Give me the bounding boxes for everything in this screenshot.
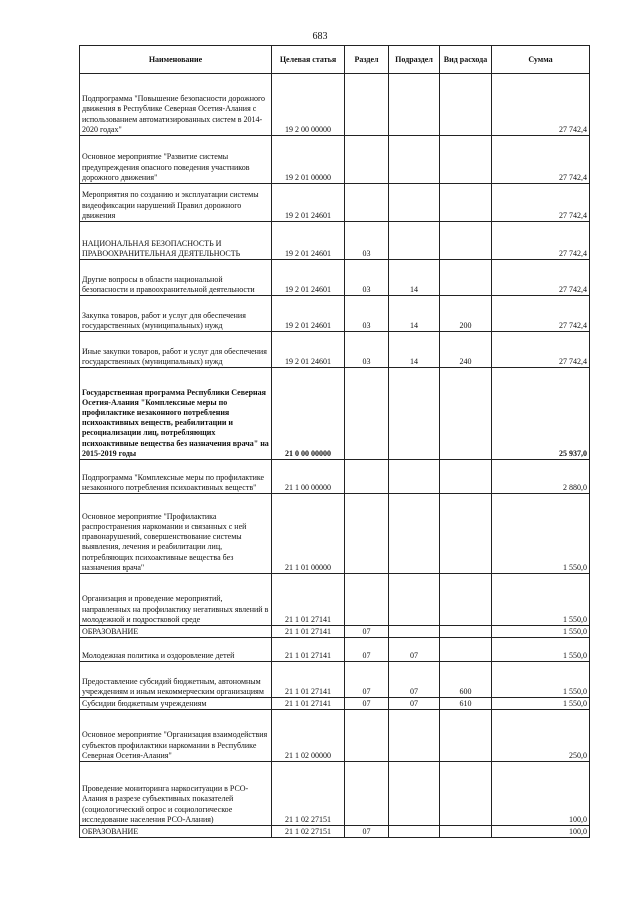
row-razdel: 07 (345, 626, 389, 638)
row-podrazdel: 07 (389, 638, 440, 662)
row-name: Организация и проведение мероприятий, направленных на профилактику негативных явлений в молодежной и подростковой среде (80, 574, 272, 626)
row-vid (440, 494, 492, 574)
table-row (80, 296, 590, 332)
row-razdel (345, 710, 389, 762)
row-name: НАЦИОНАЛЬНАЯ БЕЗОПАСНОСТЬ И ПРАВООХРАНИТЕЛЬНАЯ ДЕЯТЕЛЬНОСТЬ (80, 222, 272, 260)
row-razdel: 03 (345, 222, 389, 260)
row-code: 21 1 01 00000 (272, 494, 345, 574)
budget-table (79, 45, 590, 838)
table-row (80, 184, 590, 222)
row-vid (440, 136, 492, 184)
row-code: 19 2 00 00000 (272, 74, 345, 136)
row-name: Основное мероприятие "Профилактика распространения наркомании и связанных с ней правонарушений, совершенствование системы выявления, лечения и реабилитации лиц, потребляющих психоактивные вещества без назначения врача" (80, 494, 272, 574)
row-code: 21 1 02 00000 (272, 710, 345, 762)
table-row (80, 762, 590, 826)
header-name: Наименование (80, 46, 272, 74)
row-sum: 27 742,4 (492, 296, 590, 332)
row-vid (440, 762, 492, 826)
row-sum: 27 742,4 (492, 184, 590, 222)
row-podrazdel (389, 460, 440, 494)
row-razdel (345, 574, 389, 626)
row-sum: 1 550,0 (492, 698, 590, 710)
row-sum: 27 742,4 (492, 260, 590, 296)
row-sum: 1 550,0 (492, 626, 590, 638)
row-podrazdel: 07 (389, 662, 440, 698)
row-name: Основное мероприятие "Развитие системы предупреждения опасного поведения участников дорожного движения" (80, 136, 272, 184)
row-razdel (345, 184, 389, 222)
row-podrazdel (389, 762, 440, 826)
row-name: Подпрограмма "Комплексные меры по профилактике незаконного потребления психоактивных веществ" (80, 460, 272, 494)
row-razdel (345, 494, 389, 574)
row-podrazdel (389, 368, 440, 460)
row-vid: 240 (440, 332, 492, 368)
row-name: Предоставление субсидий бюджетным, автономным учреждениям и иным некоммерческим организациям (80, 662, 272, 698)
row-vid: 610 (440, 698, 492, 710)
row-vid (440, 74, 492, 136)
row-sum: 1 550,0 (492, 662, 590, 698)
row-razdel: 07 (345, 826, 389, 838)
row-code: 19 2 01 24601 (272, 332, 345, 368)
row-sum: 1 550,0 (492, 638, 590, 662)
row-vid (440, 222, 492, 260)
table-row (80, 638, 590, 662)
row-podrazdel: 07 (389, 698, 440, 710)
row-podrazdel (389, 184, 440, 222)
header-podrazdel: Подраздел (389, 46, 440, 74)
table-row (80, 698, 590, 710)
row-vid (440, 184, 492, 222)
row-razdel: 03 (345, 332, 389, 368)
row-sum: 27 742,4 (492, 74, 590, 136)
row-sum: 100,0 (492, 826, 590, 838)
table-row (80, 574, 590, 626)
row-podrazdel (389, 826, 440, 838)
row-razdel (345, 368, 389, 460)
row-sum: 27 742,4 (492, 136, 590, 184)
header-razdel: Раздел (345, 46, 389, 74)
row-vid (440, 574, 492, 626)
table-header-row (80, 46, 590, 74)
row-vid: 200 (440, 296, 492, 332)
row-code: 19 2 01 24601 (272, 296, 345, 332)
row-podrazdel (389, 222, 440, 260)
row-razdel: 07 (345, 698, 389, 710)
row-razdel: 07 (345, 662, 389, 698)
row-name: Закупка товаров, работ и услуг для обеспечения государственных (муниципальных) нужд (80, 296, 272, 332)
header-vid: Вид расхода (440, 46, 492, 74)
row-razdel (345, 74, 389, 136)
row-code: 19 2 01 24601 (272, 260, 345, 296)
row-sum: 27 742,4 (492, 222, 590, 260)
row-razdel: 03 (345, 260, 389, 296)
row-code: 21 1 01 27141 (272, 574, 345, 626)
row-code: 21 1 01 27141 (272, 662, 345, 698)
row-code: 21 1 00 00000 (272, 460, 345, 494)
row-podrazdel (389, 136, 440, 184)
row-name: Мероприятия по созданию и эксплуатации системы видеофиксации нарушений Правил дорожного движения (80, 184, 272, 222)
table-row (80, 662, 590, 698)
row-razdel: 07 (345, 638, 389, 662)
table-row (80, 332, 590, 368)
row-name: Подпрограмма "Повышение безопасности дорожного движения в Республике Северная Осетия-Алания с использованием автоматизированных систем в 2014-2020 годах" (80, 74, 272, 136)
table-row (80, 222, 590, 260)
row-code: 21 1 01 27141 (272, 626, 345, 638)
row-vid (440, 626, 492, 638)
row-code: 19 2 01 24601 (272, 184, 345, 222)
row-razdel: 03 (345, 296, 389, 332)
row-name: Иные закупки товаров, работ и услуг для обеспечения государственных (муниципальных) нужд (80, 332, 272, 368)
table-row (80, 74, 590, 136)
row-code: 19 2 01 24601 (272, 222, 345, 260)
row-name: Государственная программа Республики Северная Осетия-Алания "Комплексные меры по профилактике незаконного потребления психоактивных веществ, реабилитации и ресоциализации лиц, потребляющих психоактивные вещества без назначения врача" на 2015-2019 годы (80, 368, 272, 460)
table-row (80, 710, 590, 762)
row-vid (440, 826, 492, 838)
row-podrazdel (389, 494, 440, 574)
row-vid (440, 638, 492, 662)
row-sum: 100,0 (492, 762, 590, 826)
page-number: 683 (312, 31, 328, 42)
row-code: 21 1 01 27141 (272, 698, 345, 710)
row-podrazdel (389, 626, 440, 638)
header-code: Целевая статья (272, 46, 345, 74)
row-podrazdel (389, 574, 440, 626)
row-sum: 1 550,0 (492, 494, 590, 574)
row-code: 19 2 01 00000 (272, 136, 345, 184)
row-sum: 1 550,0 (492, 574, 590, 626)
table-row (80, 626, 590, 638)
row-name: Проведение мониторинга наркоситуации в РСО-Алания в разрезе субъективных показателей (социологический опрос и социологическое исследование населения РСО-Алания) (80, 762, 272, 826)
row-podrazdel: 14 (389, 296, 440, 332)
row-code: 21 1 02 27151 (272, 826, 345, 838)
row-podrazdel (389, 74, 440, 136)
row-podrazdel: 14 (389, 260, 440, 296)
row-vid: 600 (440, 662, 492, 698)
table-row (80, 136, 590, 184)
row-podrazdel (389, 710, 440, 762)
row-razdel (345, 136, 389, 184)
row-vid (440, 710, 492, 762)
row-razdel (345, 460, 389, 494)
table-row (80, 494, 590, 574)
row-sum: 2 880,0 (492, 460, 590, 494)
table-row (80, 260, 590, 296)
row-podrazdel: 14 (389, 332, 440, 368)
row-vid (440, 368, 492, 460)
row-code: 21 0 00 00000 (272, 368, 345, 460)
row-name: Другие вопросы в области национальной безопасности и правоохранительной деятельности (80, 260, 272, 296)
row-name: ОБРАЗОВАНИЕ (80, 626, 272, 638)
table-row (80, 460, 590, 494)
row-razdel (345, 762, 389, 826)
row-name: ОБРАЗОВАНИЕ (80, 826, 272, 838)
header-sum: Сумма (492, 46, 590, 74)
row-sum: 25 937,0 (492, 368, 590, 460)
row-name: Молодежная политика и оздоровление детей (80, 638, 272, 662)
row-vid (440, 260, 492, 296)
row-vid (440, 460, 492, 494)
row-code: 21 1 01 27141 (272, 638, 345, 662)
row-code: 21 1 02 27151 (272, 762, 345, 826)
table-row (80, 826, 590, 838)
row-sum: 27 742,4 (492, 332, 590, 368)
row-sum: 250,0 (492, 710, 590, 762)
table-row (80, 368, 590, 460)
row-name: Субсидии бюджетным учреждениям (80, 698, 272, 710)
row-name: Основное мероприятие "Организация взаимодействия субъектов профилактики наркомании в Республике Северная Осетия-Алания" (80, 710, 272, 762)
